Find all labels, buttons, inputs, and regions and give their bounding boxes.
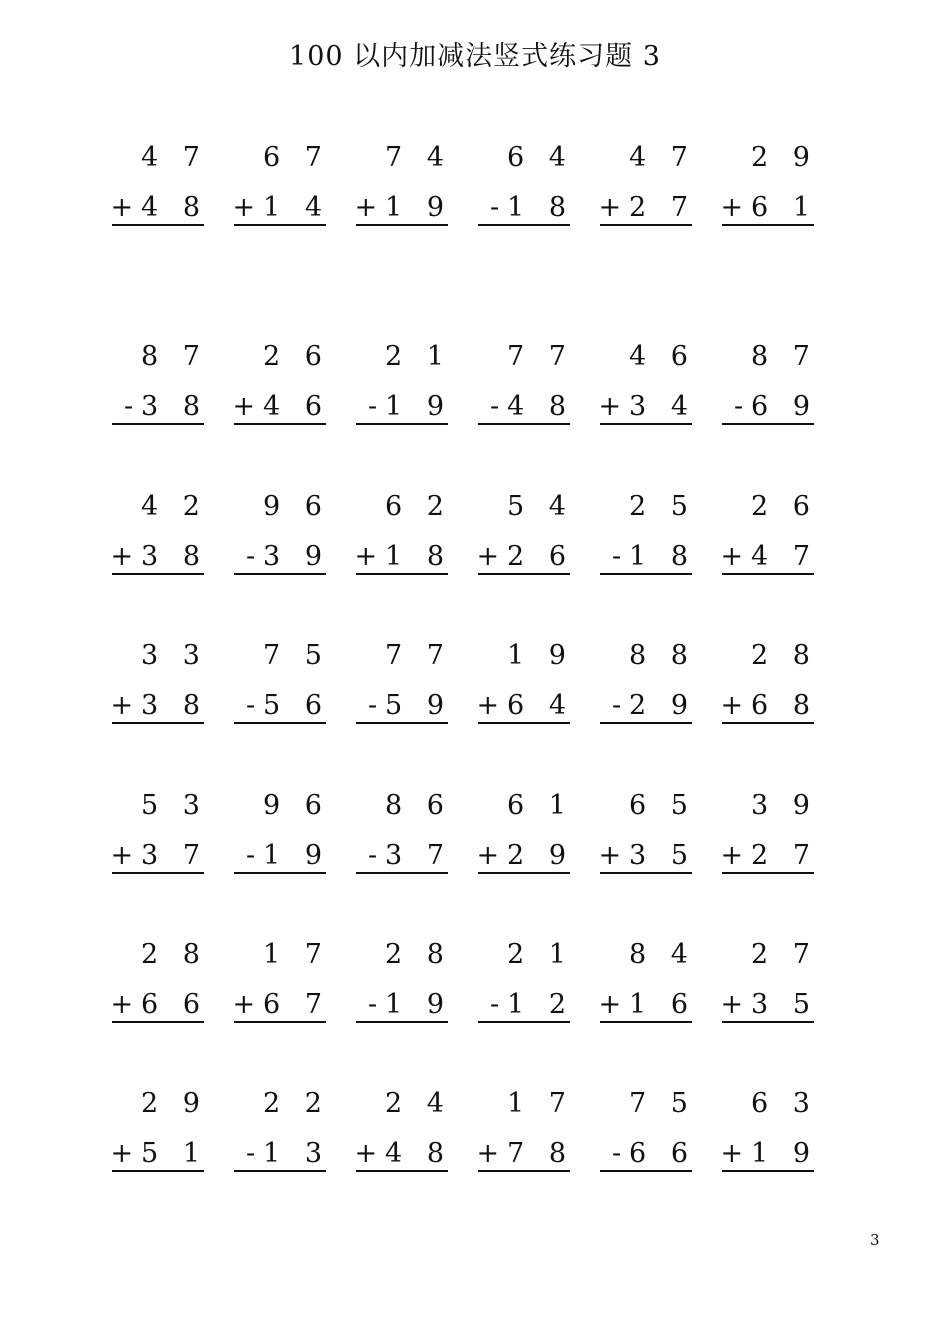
minuend: 8 8 — [629, 640, 696, 671]
problem — [352, 339, 474, 434]
problem — [596, 788, 718, 883]
operand: +6 1 — [720, 192, 818, 223]
minuend: 1 9 — [507, 640, 574, 671]
problem-row — [108, 489, 848, 584]
operand: -5 6 — [245, 690, 330, 721]
problem — [718, 140, 840, 235]
problem — [108, 937, 230, 1032]
minuend: 4 6 — [629, 341, 696, 372]
answer-line — [112, 722, 204, 724]
answer-line — [356, 1170, 448, 1172]
minuend: 4 7 — [629, 142, 696, 173]
problem — [352, 937, 474, 1032]
operand: +6 4 — [476, 690, 574, 721]
answer-line — [478, 1021, 570, 1023]
minuend: 6 2 — [385, 491, 452, 522]
answer-line — [112, 872, 204, 874]
operand: -6 9 — [733, 391, 818, 422]
problem-row — [108, 937, 848, 1032]
operand: +2 7 — [598, 192, 696, 223]
operand: -1 8 — [489, 192, 574, 223]
answer-line — [600, 872, 692, 874]
minuend: 2 8 — [385, 939, 452, 970]
operand: +4 7 — [720, 541, 818, 572]
minuend: 6 7 — [263, 142, 330, 173]
problem — [718, 339, 840, 434]
answer-line — [112, 224, 204, 226]
problem — [718, 489, 840, 584]
operand: +6 6 — [110, 989, 208, 1020]
answer-line — [234, 573, 326, 575]
operand: -4 8 — [489, 391, 574, 422]
problem — [108, 638, 230, 733]
problem — [474, 638, 596, 733]
minuend: 5 4 — [507, 491, 574, 522]
minuend: 6 1 — [507, 790, 574, 821]
minuend: 7 5 — [629, 1088, 696, 1119]
problem — [108, 489, 230, 584]
operand: +3 5 — [598, 840, 696, 871]
page-title: 100 以内加减法竖式练习题 3 — [289, 41, 661, 72]
answer-line — [112, 1170, 204, 1172]
operand: +6 7 — [232, 989, 330, 1020]
problem — [108, 788, 230, 883]
operand: +1 9 — [354, 192, 452, 223]
answer-line — [234, 423, 326, 425]
problem — [718, 1086, 840, 1181]
minuend: 2 4 — [385, 1088, 452, 1119]
page-number: 3 — [870, 1231, 880, 1249]
answer-line — [234, 224, 326, 226]
minuend: 6 4 — [507, 142, 574, 173]
minuend: 2 9 — [141, 1088, 208, 1119]
operand: -3 9 — [245, 541, 330, 572]
minuend: 6 5 — [629, 790, 696, 821]
minuend: 1 7 — [507, 1088, 574, 1119]
minuend: 2 2 — [263, 1088, 330, 1119]
problem — [230, 339, 352, 434]
answer-line — [234, 1170, 326, 1172]
operand: +1 8 — [354, 541, 452, 572]
answer-line — [234, 722, 326, 724]
minuend: 9 6 — [263, 491, 330, 522]
problem — [230, 489, 352, 584]
operand: +3 5 — [720, 989, 818, 1020]
problem — [352, 638, 474, 733]
minuend: 8 7 — [141, 341, 208, 372]
problem — [718, 788, 840, 883]
minuend: 9 6 — [263, 790, 330, 821]
operand: -1 8 — [611, 541, 696, 572]
operand: +3 8 — [110, 541, 208, 572]
minuend: 5 3 — [141, 790, 208, 821]
problem — [718, 937, 840, 1032]
minuend: 8 7 — [751, 341, 818, 372]
problem-row — [108, 339, 848, 434]
answer-line — [234, 1021, 326, 1023]
minuend: 6 3 — [751, 1088, 818, 1119]
operand: +2 6 — [476, 541, 574, 572]
operand: +3 8 — [110, 690, 208, 721]
minuend: 2 6 — [263, 341, 330, 372]
problem — [352, 140, 474, 235]
operand: +2 7 — [720, 840, 818, 871]
problem — [474, 1086, 596, 1181]
answer-line — [356, 224, 448, 226]
operand: -1 9 — [367, 391, 452, 422]
answer-line — [356, 423, 448, 425]
problem — [474, 788, 596, 883]
answer-line — [478, 1170, 570, 1172]
answer-line — [356, 722, 448, 724]
answer-line — [600, 722, 692, 724]
minuend: 2 5 — [629, 491, 696, 522]
operand: +2 9 — [476, 840, 574, 871]
operand: +1 6 — [598, 989, 696, 1020]
minuend: 2 8 — [141, 939, 208, 970]
answer-line — [600, 1021, 692, 1023]
answer-line — [600, 224, 692, 226]
operand: -1 3 — [245, 1138, 330, 1169]
answer-line — [356, 1021, 448, 1023]
minuend: 7 5 — [263, 640, 330, 671]
answer-line — [478, 872, 570, 874]
answer-line — [478, 573, 570, 575]
problem — [352, 1086, 474, 1181]
operand: -3 7 — [367, 840, 452, 871]
minuend: 4 2 — [141, 491, 208, 522]
problem-row — [108, 1086, 848, 1181]
minuend: 2 9 — [751, 142, 818, 173]
minuend: 4 7 — [141, 142, 208, 173]
answer-line — [356, 872, 448, 874]
problem — [474, 140, 596, 235]
problem-row — [108, 788, 848, 883]
problem — [596, 638, 718, 733]
problem — [474, 937, 596, 1032]
answer-line — [356, 573, 448, 575]
problem — [596, 489, 718, 584]
minuend: 7 7 — [507, 341, 574, 372]
operand: +3 4 — [598, 391, 696, 422]
minuend: 2 1 — [507, 939, 574, 970]
problem — [474, 489, 596, 584]
answer-line — [112, 1021, 204, 1023]
answer-line — [478, 224, 570, 226]
operand: +4 8 — [110, 192, 208, 223]
operand: +4 8 — [354, 1138, 452, 1169]
answer-line — [478, 722, 570, 724]
answer-line — [722, 872, 814, 874]
operand: -1 9 — [245, 840, 330, 871]
problem — [230, 1086, 352, 1181]
problem — [230, 788, 352, 883]
answer-line — [112, 573, 204, 575]
answer-line — [722, 224, 814, 226]
operand: +1 9 — [720, 1138, 818, 1169]
answer-line — [600, 423, 692, 425]
operand: +3 7 — [110, 840, 208, 871]
problem — [230, 937, 352, 1032]
problem — [108, 339, 230, 434]
answer-line — [722, 722, 814, 724]
answer-line — [722, 1021, 814, 1023]
problem — [352, 489, 474, 584]
operand: +1 4 — [232, 192, 330, 223]
problem — [108, 140, 230, 235]
minuend: 2 7 — [751, 939, 818, 970]
minuend: 2 6 — [751, 491, 818, 522]
problem-row — [108, 140, 848, 235]
problem-row — [108, 638, 848, 733]
problem — [596, 140, 718, 235]
minuend: 3 3 — [141, 640, 208, 671]
operand: +5 1 — [110, 1138, 208, 1169]
operand: +6 8 — [720, 690, 818, 721]
operand: -1 9 — [367, 989, 452, 1020]
answer-line — [722, 573, 814, 575]
answer-line — [478, 423, 570, 425]
minuend: 7 4 — [385, 142, 452, 173]
operand: +7 8 — [476, 1138, 574, 1169]
problem — [596, 1086, 718, 1181]
operand: -5 9 — [367, 690, 452, 721]
answer-line — [600, 1170, 692, 1172]
problem — [108, 1086, 230, 1181]
operand: -2 9 — [611, 690, 696, 721]
minuend: 1 7 — [263, 939, 330, 970]
problem — [596, 937, 718, 1032]
answer-line — [722, 423, 814, 425]
operand: -6 6 — [611, 1138, 696, 1169]
answer-line — [112, 423, 204, 425]
minuend: 8 6 — [385, 790, 452, 821]
problem — [718, 638, 840, 733]
problem — [474, 339, 596, 434]
answer-line — [722, 1170, 814, 1172]
problem — [230, 140, 352, 235]
minuend: 2 1 — [385, 341, 452, 372]
answer-line — [234, 872, 326, 874]
minuend: 7 7 — [385, 640, 452, 671]
operand: +4 6 — [232, 391, 330, 422]
minuend: 8 4 — [629, 939, 696, 970]
answer-line — [600, 573, 692, 575]
minuend: 3 9 — [751, 790, 818, 821]
operand: -3 8 — [123, 391, 208, 422]
problem — [230, 638, 352, 733]
operand: -1 2 — [489, 989, 574, 1020]
problem — [596, 339, 718, 434]
minuend: 2 8 — [751, 640, 818, 671]
problem — [352, 788, 474, 883]
